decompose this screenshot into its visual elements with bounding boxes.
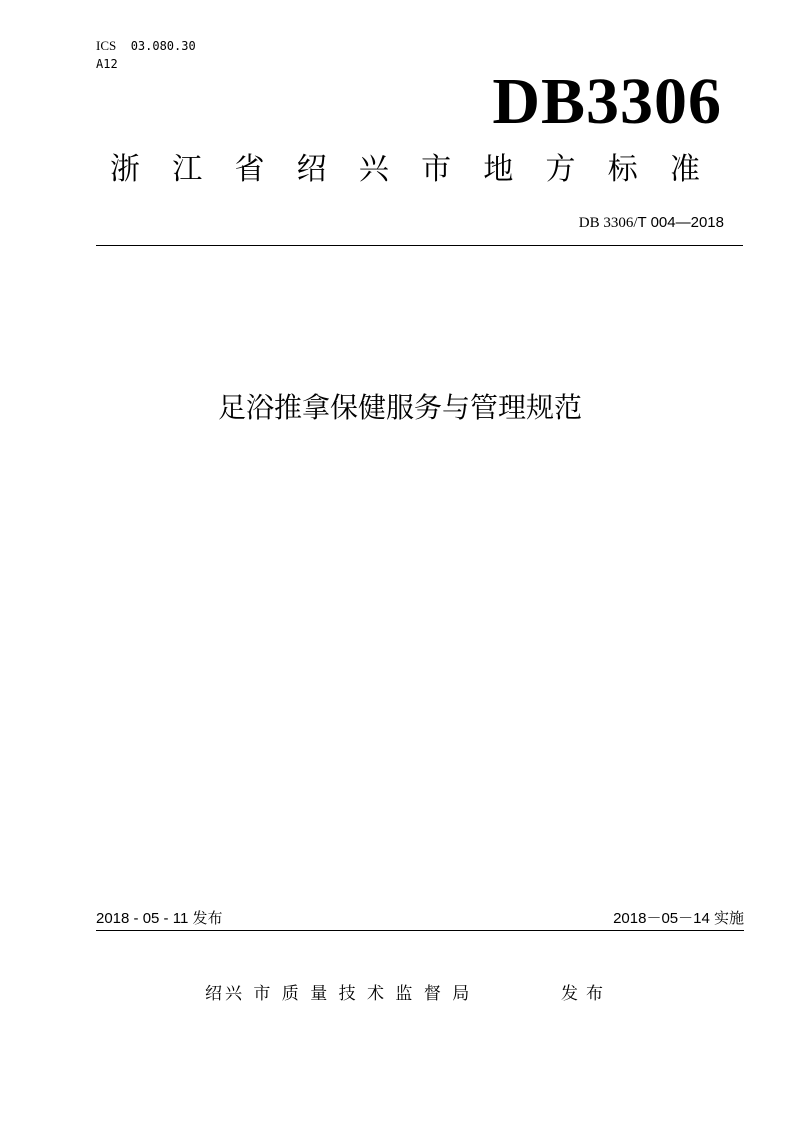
ics-label: ICS bbox=[96, 38, 117, 53]
standard-type-char: 地 bbox=[483, 152, 514, 187]
header-divider bbox=[96, 245, 743, 246]
implementation-date: 2018－05－14 实施 bbox=[613, 910, 744, 927]
standard-type-char: 江 bbox=[172, 152, 203, 187]
standard-type-heading bbox=[110, 148, 700, 192]
standard-type-char: 准 bbox=[669, 152, 700, 187]
ics-code bbox=[96, 38, 196, 54]
standard-type-char: 省 bbox=[234, 152, 265, 187]
db-code-heading: DB3306 bbox=[492, 65, 722, 138]
standard-type-char: 兴 bbox=[358, 152, 389, 187]
footer-divider bbox=[96, 930, 744, 931]
standard-number-prefix: DB 3306/ bbox=[578, 215, 638, 231]
issuing-authority: 绍兴 市 质 量 技 术 监 督 局 bbox=[205, 984, 473, 1004]
standard-type-char: 市 bbox=[421, 152, 452, 187]
standard-type-char: 浙 bbox=[110, 152, 140, 187]
document-title: 足浴推拿保健服务与管理规范 bbox=[217, 391, 582, 424]
standard-type-char: 方 bbox=[545, 152, 576, 187]
standard-type-char: 标 bbox=[607, 152, 638, 187]
standard-type-char: 绍 bbox=[296, 152, 327, 187]
issue-word: 发布 bbox=[561, 984, 611, 1004]
classification-code: A12 bbox=[96, 57, 118, 71]
ics-number: 03.080.30 bbox=[130, 39, 196, 53]
standard-number-suffix: T 004—2018 bbox=[637, 214, 724, 231]
issue-date: 2018 - 05 - 11 发布 bbox=[96, 910, 223, 927]
standard-number bbox=[579, 213, 724, 233]
